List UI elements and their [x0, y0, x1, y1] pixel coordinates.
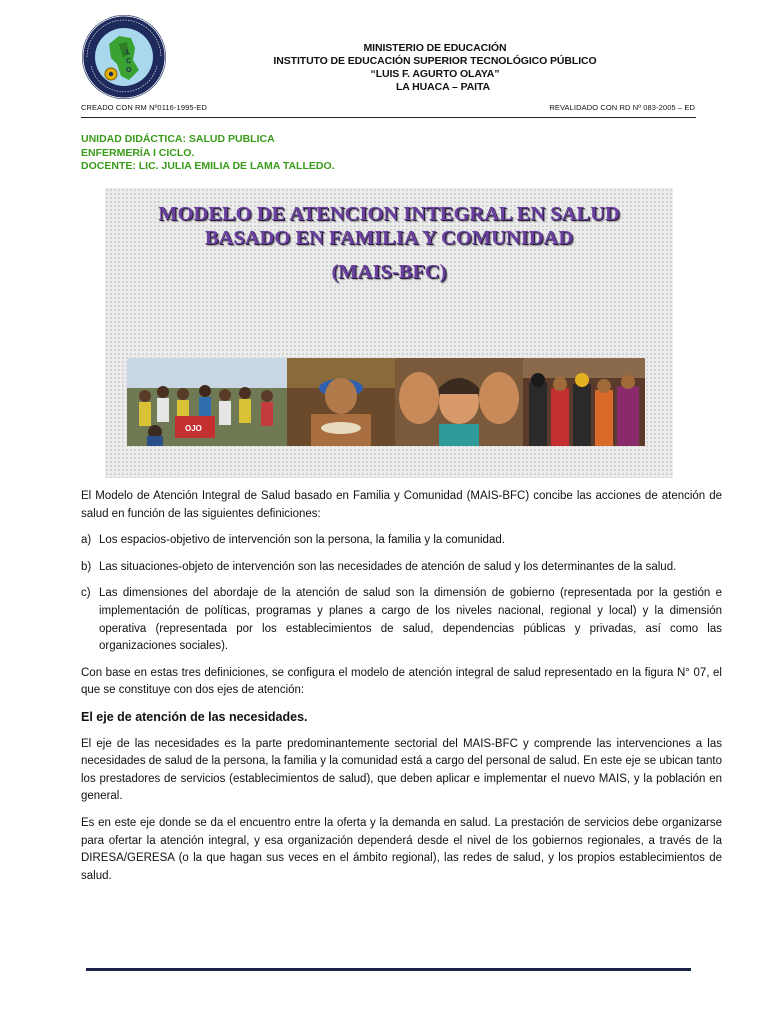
photo-community-group — [127, 358, 287, 446]
section-heading: El eje de atención de las necesidades. — [81, 709, 308, 724]
institution-header — [200, 42, 670, 94]
gear-icon — [105, 68, 117, 80]
location-line: LA HUACA – PAITA — [395, 81, 491, 93]
intro-paragraph: El Modelo de Atención Integral de Salud basado en Familia y Comunidad (MAIS-BFC) concibe las acciones de atención de salud en función de las siguientes definiciones: — [81, 490, 722, 520]
document-body — [81, 488, 722, 885]
footer-divider — [86, 968, 691, 971]
axis-paragraph: El eje de las necesidades es la parte predominantemente sectorial del MAIS-BFC y comprende las intervenciones a las necesidades de salud de la persona, la familia y la comunidad está a cargo del personal de salud. En este eje se ubican tanto los prestadores de servicios (establecimientos de salud), que deben aplicar e implementar el nuevo MAIS, y la población en general. — [81, 737, 722, 803]
created-resolution: CREADO CON RM Nº0116-1995-ED — [81, 103, 207, 112]
list-text: Las dimensiones del abordaje de la atención de salud son la dimensión de gobierno (representada por la gestión e implementación de políticas, programas y planes a cargo de los niveles nacional, regional y local) y la dimensión operativa (representada por los establecimientos de salud, dependencias públicas y privadas, así como las organizaciones sociales). — [99, 587, 722, 653]
institute-line: INSTITUTO DE EDUCACIÓN SUPERIOR TECNOLÓGICO PÚBLICO — [273, 55, 597, 67]
title-line-1: MODELO DE ATENCION INTEGRAL EN SALUD — [158, 203, 620, 225]
title-banner — [105, 188, 673, 478]
title-line-2: BASADO EN FAMILIA Y COMUNIDAD — [204, 227, 574, 249]
list-marker: c) — [81, 587, 91, 600]
svg-text:C: C — [126, 58, 132, 65]
list-item — [81, 585, 722, 655]
revalidated-resolution: REVALIDADO CON RD Nº 083-2005 – ED — [549, 103, 695, 112]
supply-demand-paragraph: Es en este eje donde se da el encuentro entre la oferta y la demanda en salud. La prestación de servicios debe organizarse para ofertar la atención integral, y esa organización dependerá desde el nivel de los gobiernos regionales, a través de la DIRESA/GERESA (o la que hagan sus veces en el ámbito regional), las redes de salud, y los propios establecimientos de salud. — [81, 816, 722, 882]
institute-name-line: “LUIS F. AGURTO OLAYA” — [370, 68, 500, 80]
course-unit: UNIDAD DIDÁCTICA: SALUD PUBLICA — [81, 133, 275, 145]
list-item — [81, 559, 722, 577]
list-item — [81, 532, 722, 550]
list-text: Los espacios-objetivo de intervención son la persona, la familia y la comunidad. — [99, 534, 505, 547]
svg-text:O: O — [126, 67, 132, 74]
course-teacher: DOCENTE: LIC. JULIA EMILIA DE LAMA TALLEDO. — [81, 160, 335, 173]
base-paragraph: Con base en estas tres definiciones, se configura el modelo de atención integral de salud representado en la figura N° 07, el que se constituye con dos ejes de atención: — [81, 666, 722, 697]
header-divider — [81, 117, 696, 118]
photo-child-hands — [395, 358, 523, 446]
list-marker: b) — [81, 560, 92, 573]
svg-text:OJO: OJO — [185, 424, 202, 433]
title-acronym: (MAIS-BFC) — [331, 261, 447, 283]
course-info — [81, 133, 335, 174]
course-level: ENFERMERÍA I CICLO. — [81, 146, 195, 159]
list-text: Las situaciones-objeto de intervención son las necesidades de atención de salud y los determinantes de la salud. — [99, 560, 677, 573]
photo-indigenous-man — [287, 358, 395, 446]
svg-text:L: L — [126, 49, 131, 56]
ministry-line: MINISTERIO DE EDUCACIÓN — [363, 42, 507, 54]
photo-strip — [127, 358, 645, 446]
photo-traditional-crowd — [523, 358, 645, 446]
document-title — [105, 202, 673, 284]
institution-logo — [81, 14, 167, 100]
list-marker: a) — [81, 534, 92, 547]
